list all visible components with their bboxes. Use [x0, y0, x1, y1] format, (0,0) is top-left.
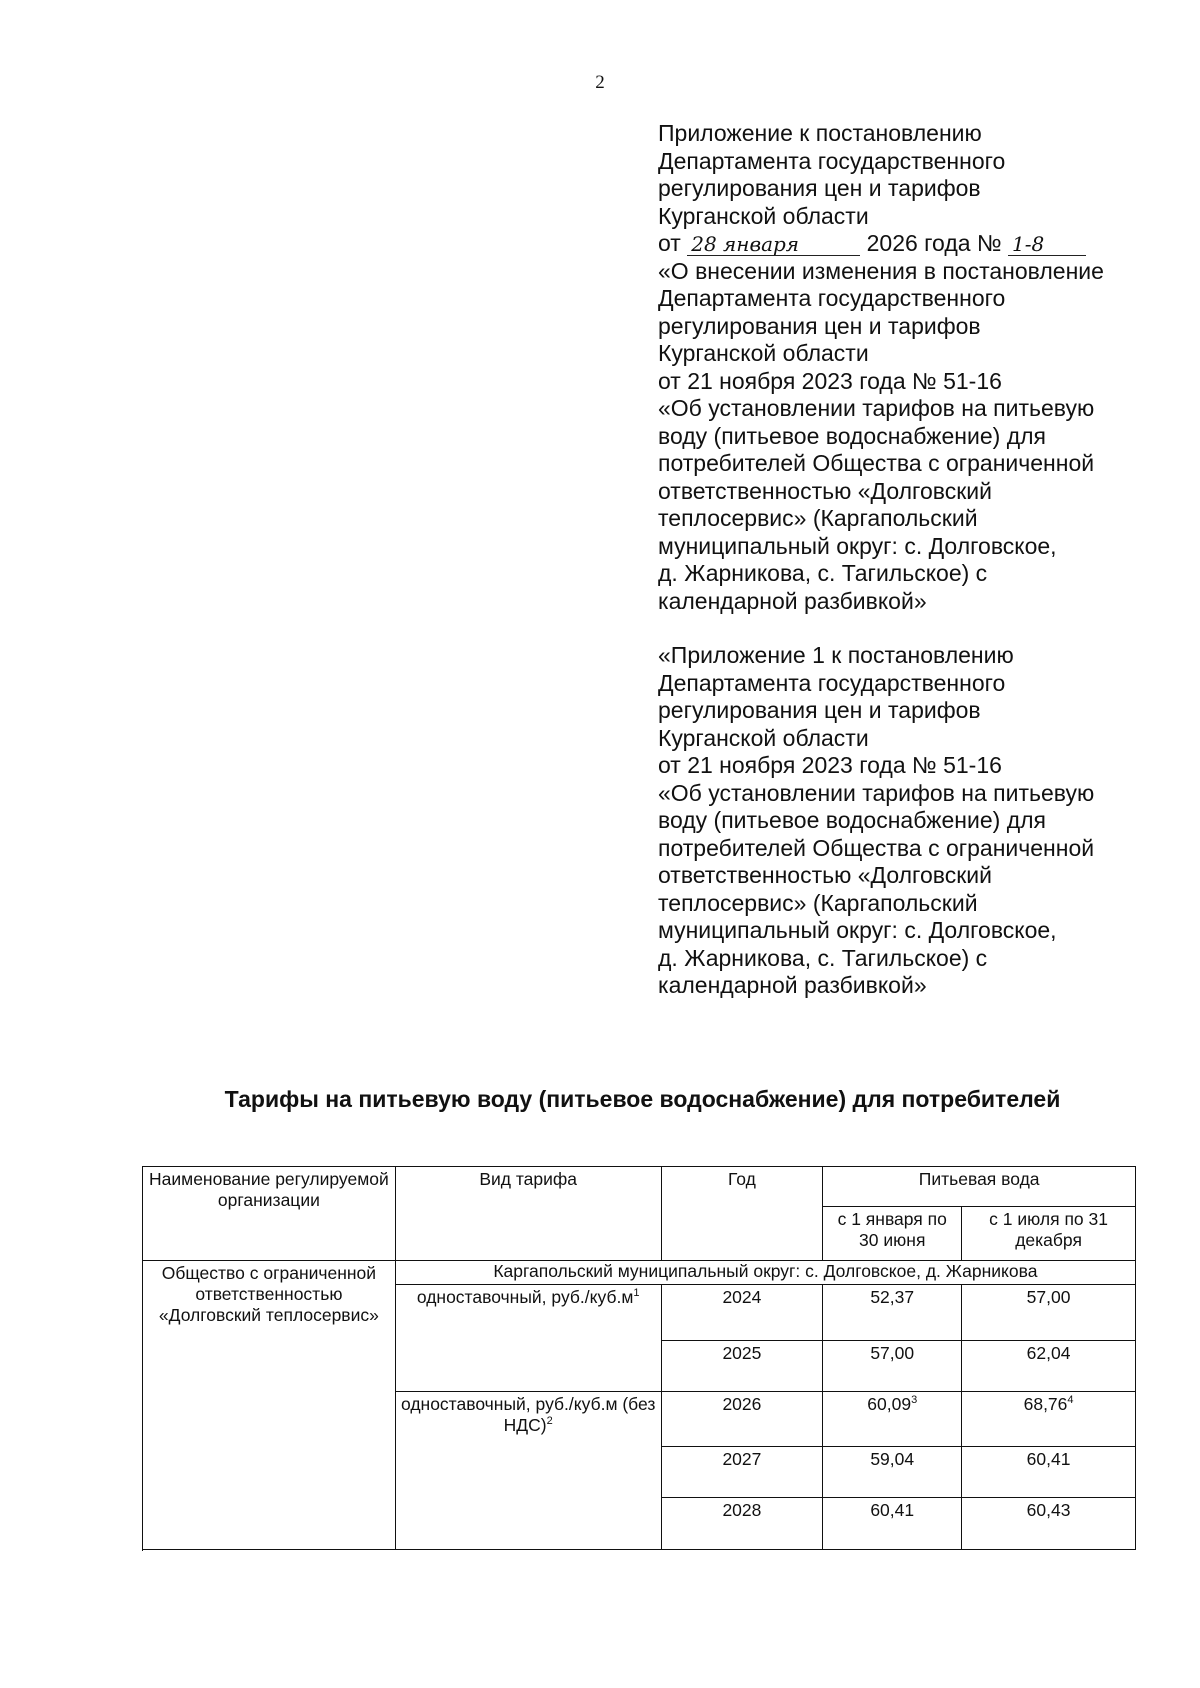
appendix-line: д. Жарникова, с. Тагильское) с [658, 560, 988, 586]
appendix-line: воду (питьевое водоснабжение) для [658, 807, 1046, 833]
header-row [143, 1167, 1136, 1207]
value-cell [823, 1341, 962, 1392]
date-prefix: от [658, 230, 681, 256]
appendix-line: «Об установлении тарифов на питьевую [658, 779, 1095, 806]
footnote-mark: 4 [1067, 1394, 1074, 1407]
appendix-line: «О внесении изменения в постановление [658, 257, 1104, 284]
header-period-2: с 1 июля по 31 декабря [962, 1207, 1136, 1261]
header-org: Наименование регулируемой организации [143, 1167, 396, 1261]
appendix-line: Курганской области [658, 724, 869, 751]
tariff-type-cell [395, 1392, 661, 1550]
value-text: 59,04 [870, 1449, 915, 1469]
appendix-line: потребителей Общества с ограниченной [658, 450, 1095, 476]
value-text: 52,37 [870, 1287, 915, 1307]
appendix-line: календарной разбивкой» [658, 587, 927, 614]
appendix-line: д. Жарникова, с. Тагильское) с [658, 944, 988, 971]
value-cell [962, 1498, 1136, 1550]
tariff-type-text: одноставочный, руб./куб.м (без НДС) [400, 1394, 656, 1435]
year-cell: 2028 [661, 1498, 823, 1550]
value-cell [962, 1341, 1136, 1392]
value-text: 62,04 [1026, 1343, 1071, 1363]
appendix-line: Департамента государственного [658, 669, 1006, 696]
appendix-line: Курганской области [658, 340, 869, 366]
appendix-header [658, 120, 1168, 1000]
value-cell [962, 1392, 1136, 1447]
handwritten-number: 1-8 [1008, 233, 1086, 256]
appendix-line: теплосервис» (Каргапольский [658, 505, 978, 531]
appendix-line: регулирования цен и тарифов [658, 312, 981, 339]
year-cell: 2024 [661, 1285, 823, 1341]
tariff-type-cell [395, 1285, 661, 1392]
year-cell: 2026 [661, 1392, 823, 1447]
page-number: 2 [595, 72, 605, 93]
year-cell: 2025 [661, 1341, 823, 1392]
header-water: Питьевая вода [823, 1167, 1136, 1207]
value-text: 60,41 [1026, 1449, 1071, 1469]
appendix-line: теплосервис» (Каргапольский [658, 889, 978, 916]
appendix-line: «Приложение 1 к постановлению [658, 642, 1014, 668]
value-cell [823, 1392, 962, 1447]
appendix-line: Приложение к постановлению [658, 120, 982, 146]
appendix-line: от 21 ноября 2023 года № 51-16 [658, 367, 1002, 394]
date-line [658, 230, 1168, 258]
value-text: 60,41 [870, 1500, 915, 1520]
value-cell [823, 1498, 962, 1550]
year-cell: 2027 [661, 1447, 823, 1498]
date-suffix: 2026 года № [866, 230, 1002, 256]
appendix-line: Департамента государственного [658, 147, 1006, 174]
footnote-mark: 2 [546, 1415, 553, 1428]
table-row [143, 1261, 1136, 1285]
header-tariff-type: Вид тарифа [395, 1167, 661, 1261]
appendix-line: Департамента государственного [658, 285, 1006, 311]
appendix-line: ответственностью «Долговский [658, 477, 992, 504]
footnote-mark: 3 [911, 1394, 918, 1407]
appendix-line: от 21 ноября 2023 года № 51-16 [658, 752, 1002, 778]
appendix-line: потребителей Общества с ограниченной [658, 834, 1095, 861]
tariff-type-text: одноставочный, руб./куб.м [416, 1287, 634, 1307]
value-text: 57,00 [870, 1343, 915, 1363]
appendix-line: воду (питьевое водоснабжение) для [658, 422, 1046, 449]
value-text: 60,43 [1026, 1500, 1071, 1520]
appendix-line: муниципальный округ: с. Долговское, [658, 532, 1057, 559]
org-name-cell: Общество с ограниченной ответственностью «Долговский теплосервис» [143, 1261, 396, 1550]
value-text: 57,00 [1026, 1287, 1071, 1307]
value-text: 60,09 [867, 1394, 912, 1414]
appendix-line: календарной разбивкой» [658, 972, 927, 998]
handwritten-date: 28 января [687, 233, 860, 256]
value-cell [962, 1285, 1136, 1341]
header-year: Год [661, 1167, 823, 1261]
value-cell [962, 1447, 1136, 1498]
appendix-line: Курганской области [658, 202, 869, 229]
appendix-line: ответственностью «Долговский [658, 862, 992, 888]
appendix-line: регулирования цен и тарифов [658, 175, 981, 201]
value-cell [823, 1447, 962, 1498]
footnote-mark: 1 [633, 1287, 640, 1300]
value-text: 68,76 [1023, 1394, 1068, 1414]
tariff-table [142, 1166, 1136, 1550]
appendix-line: «Об установлении тарифов на питьевую [658, 395, 1095, 421]
territory-cell: Каргапольский муниципальный округ: с. Долговское, д. Жарникова [395, 1261, 1135, 1285]
value-cell [823, 1285, 962, 1341]
appendix-line: муниципальный округ: с. Долговское, [658, 917, 1057, 943]
table-title: Тарифы на питьевую воду (питьевое водоснабжение) для потребителей [224, 1086, 1061, 1112]
header-period-1: с 1 января по 30 июня [823, 1207, 962, 1261]
appendix-line: регулирования цен и тарифов [658, 697, 981, 723]
